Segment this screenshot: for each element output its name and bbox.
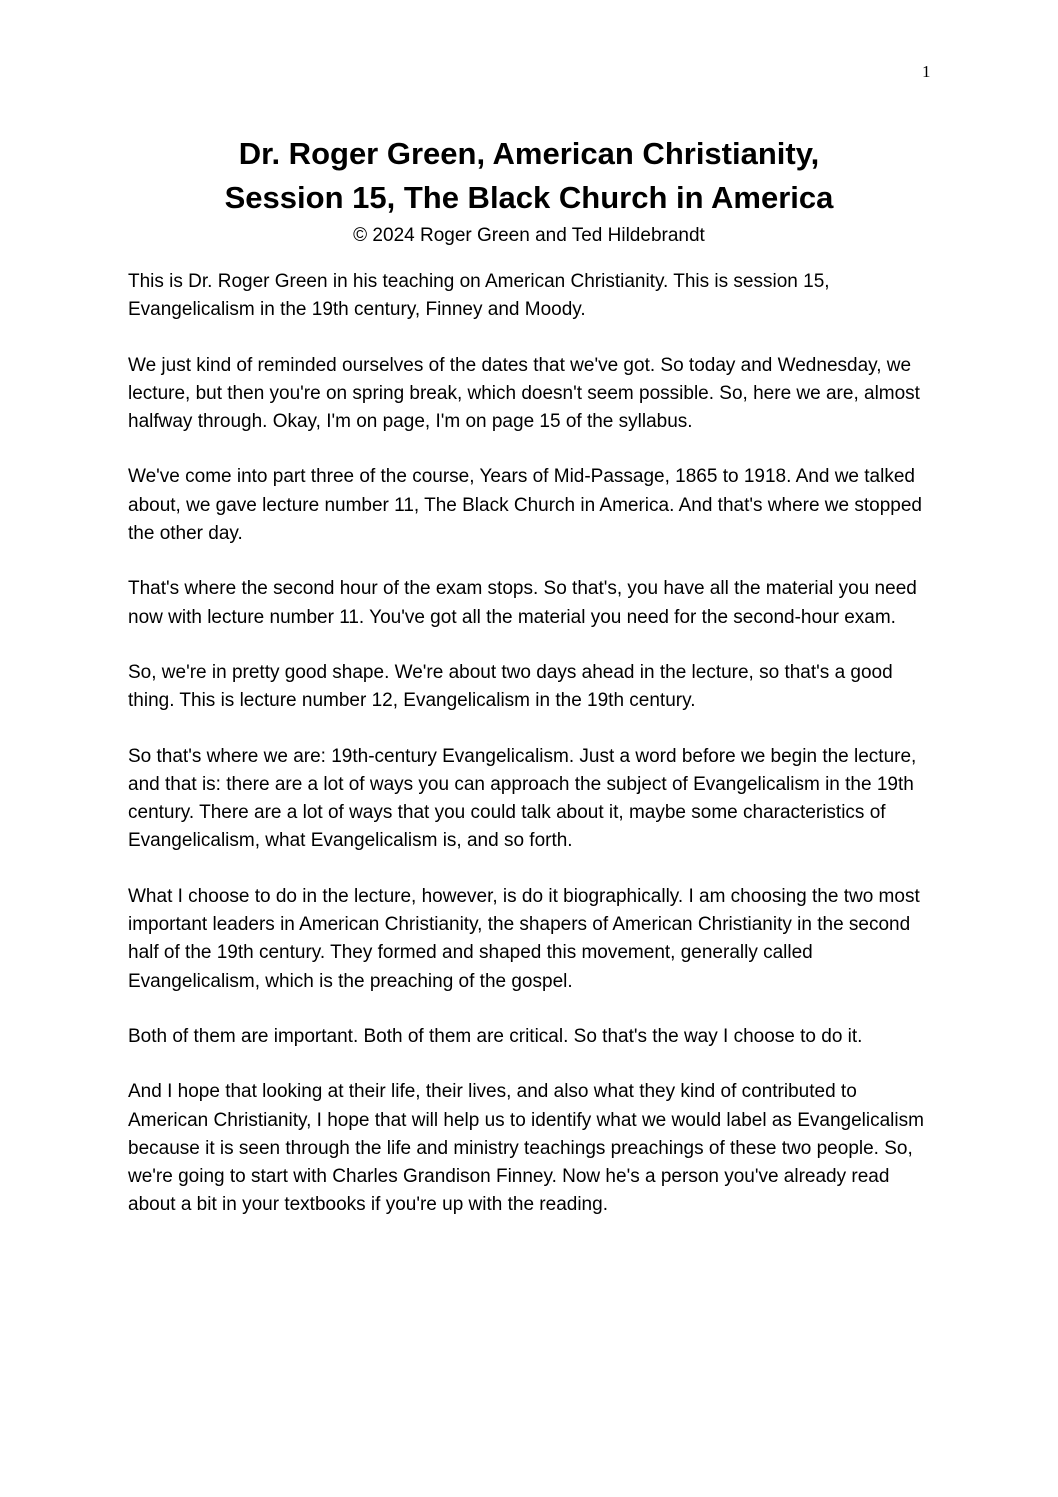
paragraph: We've come into part three of the course, Years of Mid-Passage, 1865 to 1918. And we talked about, we gave lecture number 11, The Black Church in America. And that's where we stopped the other day. xyxy=(128,466,922,545)
copyright-notice: © 2024 Roger Green and Ted Hildebrandt xyxy=(353,225,705,246)
page-number: 1 xyxy=(922,62,931,81)
paragraph: What I choose to do in the lecture, however, is do it biographically. I am choosing the two most important leaders in American Christianity, the shapers of American Christianity in the second half of the 19th century. They formed and shaped this movement, generally called Evangelicalism, which is the preaching of the gospel. xyxy=(128,885,920,992)
paragraph: That's where the second hour of the exam stops. So that's, you have all the material you need now with lecture number 11. You've got all the material you need for the second-hour exam. xyxy=(128,578,917,628)
transcript-body xyxy=(128,268,930,1247)
title-line-1: Dr. Roger Green, American Christianity, xyxy=(238,136,820,171)
paragraph: This is Dr. Roger Green in his teaching on American Christianity. This is session 15, Evangelicalism in the 19th century, Finney and Moody. xyxy=(128,271,830,321)
paragraph: We just kind of reminded ourselves of the dates that we've got. So today and Wednesday, we lecture, but then you're on spring break, which doesn't seem possible. So, here we are, almost halfway through. Okay, I'm on page, I'm on page 15 of the syllabus. xyxy=(128,354,920,433)
paragraph: So that's where we are: 19th-century Evangelicalism. Just a word before we begin the lecture, and that is: there are a lot of ways you can approach the subject of Evangelicalism in the 19th century. There are a lot of ways that you could talk about it, maybe some characteristics of Evangelicalism, what Evangelicalism is, and so forth. xyxy=(128,745,917,852)
paragraph: Both of them are important. Both of them are critical. So that's the way I choose to do it. xyxy=(128,1025,863,1047)
page-title xyxy=(0,132,1058,220)
paragraph: So, we're in pretty good shape. We're about two days ahead in the lecture, so that's a good thing. This is lecture number 12, Evangelicalism in the 19th century. xyxy=(128,661,893,712)
paragraph: And I hope that looking at their life, their lives, and also what they kind of contributed to American Christianity, I hope that will help us to identify what we would label as Evangelicalism because it is seen through the life and ministry teachings preachings of these two people. So, we're going to start with Charles Grandison Finney. Now he's a person you've already read about a bit in your textbooks if you're up with the reading. xyxy=(128,1081,924,1216)
title-line-2: Session 15, The Black Church in America xyxy=(224,180,834,215)
